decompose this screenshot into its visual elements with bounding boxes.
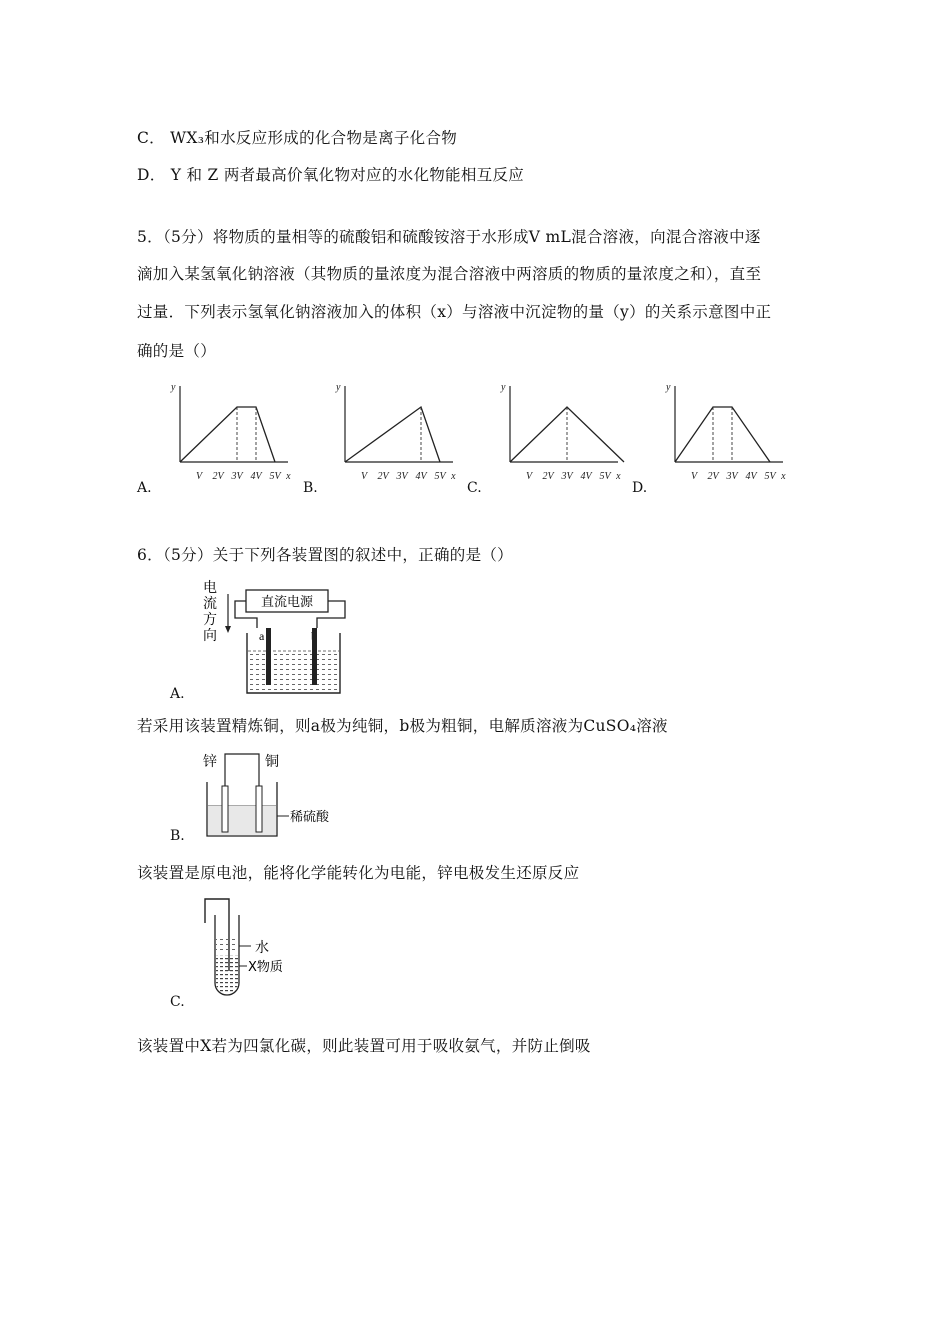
q5-option-b-label: B. xyxy=(303,480,318,496)
current-label-1: 电 xyxy=(203,580,217,596)
x-tick-label: 4V xyxy=(250,471,262,482)
q6-option-b-label: B. xyxy=(170,828,185,844)
y-axis-label: y xyxy=(666,382,671,393)
electrode-b xyxy=(312,628,317,685)
q6-option-a-text: 若采用该装置精炼铜，则a极为纯铜，b极为粗铜，电解质溶液为CuSO₄溶液 xyxy=(137,717,668,735)
y-axis-label: y xyxy=(501,382,506,393)
x-tick-label: 2V xyxy=(707,471,719,482)
x-tick-label: 3V xyxy=(231,471,243,482)
current-label-2: 流 xyxy=(203,596,217,612)
x-tick-label: V xyxy=(360,471,368,482)
x-tick-label: x xyxy=(286,471,291,482)
x-tick-label: 4V xyxy=(580,471,592,482)
power-supply-label: 直流电源 xyxy=(260,595,314,610)
q6-option-a-label: A. xyxy=(170,686,185,702)
question-5-line-2: 滴加入某氢氧化钠溶液（其物质的量浓度为混合溶液中两溶质的物质的量浓度之和），直至 xyxy=(137,265,762,283)
x-tick-label: 5V xyxy=(434,471,446,482)
graph-a xyxy=(160,380,295,488)
x-tick-label: 4V xyxy=(415,471,427,482)
question-5-line-3: 过量．下列表示氢氧化钠溶液加入的体积（x）与溶液中沉淀物的量（y）的关系示意图中正 xyxy=(137,303,772,321)
current-label-3: 方 xyxy=(203,612,217,628)
q5-option-d-label: D. xyxy=(632,480,648,496)
series-line xyxy=(675,407,770,462)
acid-solution xyxy=(208,806,276,835)
question-5-line-1: 5．（5分）将物质的量相等的硫酸铝和硫酸铵溶于水形成V mL混合溶液，向混合溶液中逐 xyxy=(137,228,761,246)
x-tick-label: 3V xyxy=(561,471,573,482)
x-tick-label: V xyxy=(690,471,698,482)
x-tick-label: 2V xyxy=(542,471,554,482)
x-layer xyxy=(216,955,238,994)
x-tick-label: 5V xyxy=(764,471,776,482)
electrolysis-diagram xyxy=(195,578,365,700)
electrolyte xyxy=(248,651,339,692)
option-c-line: C． WX₃和水反应形成的化合物是离子化合物 xyxy=(137,129,458,147)
q6-option-b-text: 该装置是原电池，能将化学能转化为电能，锌电极发生还原反应 xyxy=(137,864,580,882)
copper-label: 铜 xyxy=(265,754,279,770)
test-tube-diagram xyxy=(195,893,305,1005)
electrode-a xyxy=(266,628,271,685)
zinc-electrode xyxy=(222,786,228,832)
graph-c xyxy=(490,380,625,488)
acid-label: 稀硫酸 xyxy=(290,810,330,825)
x-tick-label: x xyxy=(451,471,456,482)
x-substance-label: X物质 xyxy=(248,960,283,975)
series-line xyxy=(345,407,440,462)
x-tick-label: V xyxy=(195,471,203,482)
electrode-a-label: a xyxy=(259,629,265,643)
wire xyxy=(225,754,259,786)
copper-electrode xyxy=(256,786,262,832)
graph-b xyxy=(325,380,460,488)
x-tick-label: 5V xyxy=(269,471,281,482)
x-tick-label: x xyxy=(616,471,621,482)
q6-option-c-text: 该装置中X若为四氯化碳，则此装置可用于吸收氨气，并防止倒吸 xyxy=(137,1037,591,1055)
graph-d xyxy=(655,380,790,488)
series-line xyxy=(180,407,275,462)
x-tick-label: V xyxy=(525,471,533,482)
x-tick-label: 4V xyxy=(745,471,757,482)
x-tick-label: 3V xyxy=(396,471,408,482)
y-axis-label: y xyxy=(336,382,341,393)
q5-option-c-label: C. xyxy=(467,480,482,496)
x-tick-label: 5V xyxy=(599,471,611,482)
x-tick-label: 3V xyxy=(726,471,738,482)
q6-option-c-label: C. xyxy=(170,994,185,1010)
x-tick-label: 2V xyxy=(377,471,389,482)
current-label-4: 向 xyxy=(203,628,217,644)
y-axis-label: y xyxy=(171,382,176,393)
option-d-line: D． Y 和 Z 两者最高价氧化物对应的水化物能相互反应 xyxy=(137,166,525,184)
x-tick-label: 2V xyxy=(212,471,224,482)
q5-option-a-label: A. xyxy=(137,480,152,496)
water-layer xyxy=(216,939,238,953)
x-tick-label: x xyxy=(781,471,786,482)
galvanic-cell-diagram xyxy=(195,748,345,840)
question-5-line-4: 确的是（） xyxy=(137,342,217,360)
arrow-head-icon xyxy=(225,626,231,633)
question-6-line-1: 6．（5分）关于下列各装置图的叙述中，正确的是（） xyxy=(137,546,513,564)
water-label: 水 xyxy=(255,940,269,956)
zinc-label: 锌 xyxy=(203,754,217,770)
